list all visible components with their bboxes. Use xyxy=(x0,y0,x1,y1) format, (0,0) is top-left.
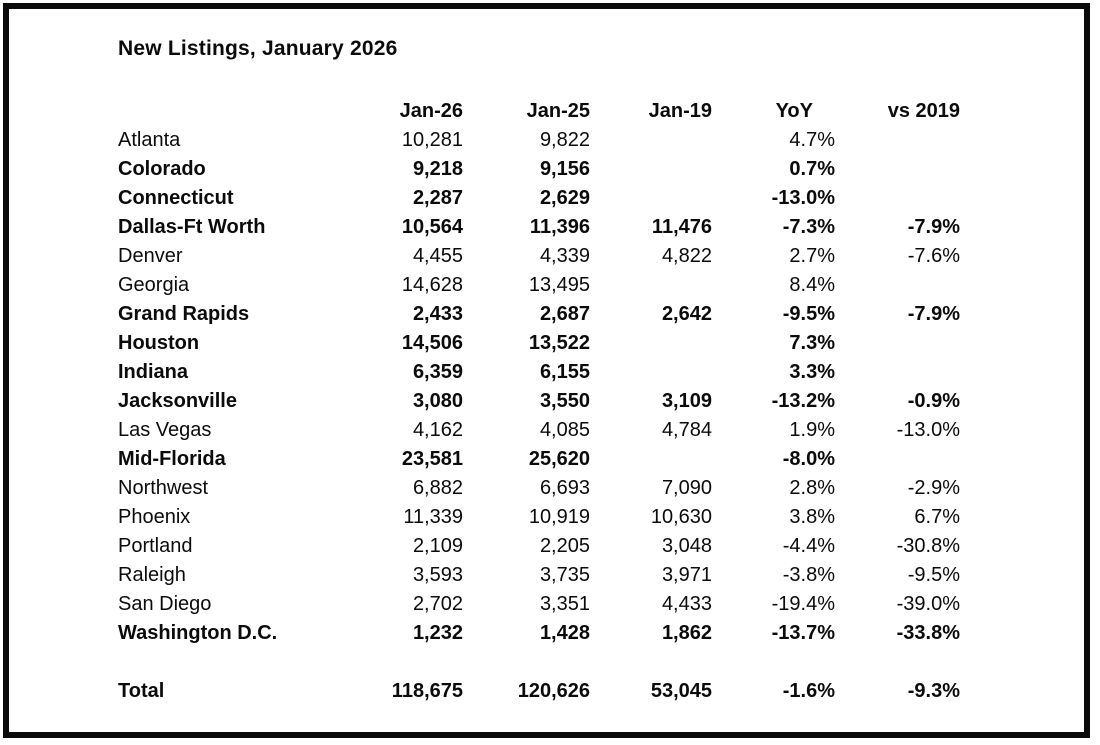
yoy-value: -13.7% xyxy=(771,622,835,644)
vs2019-value xyxy=(835,126,960,155)
table-row-indiana xyxy=(118,358,960,387)
vs2019-value: -7.9% xyxy=(907,216,960,238)
col-vs2019: vs 2019 xyxy=(887,100,960,122)
table-row-dallas-ft-worth xyxy=(118,213,960,242)
vs2019-value: -7.9% xyxy=(907,303,960,325)
jan19-value: 7,090 xyxy=(661,477,712,499)
vs2019-value xyxy=(835,155,960,184)
jan25-value: 2,629 xyxy=(539,187,590,209)
jan25-value: 11,396 xyxy=(529,216,590,238)
jan19-value: 3,971 xyxy=(661,564,712,586)
jan25-value: 13,495 xyxy=(528,274,590,296)
jan19-value xyxy=(590,271,712,300)
yoy-value: -13.0% xyxy=(771,187,835,209)
jan25-value: 6,693 xyxy=(539,477,590,499)
jan19-value: 3,109 xyxy=(661,390,712,412)
yoy-value: -9.5% xyxy=(782,303,835,325)
jan19-value: 4,822 xyxy=(661,245,712,267)
jan26-value: 14,506 xyxy=(401,332,463,354)
jan25-value: 4,085 xyxy=(539,419,590,441)
jan25-value: 2,205 xyxy=(539,535,590,557)
col-jan19: Jan-19 xyxy=(648,100,712,122)
page-title: New Listings, January 2026 xyxy=(118,37,398,60)
table-row-houston xyxy=(118,329,960,358)
table-row-colorado xyxy=(118,155,960,184)
jan26-value: 6,359 xyxy=(412,361,463,383)
vs2019-value xyxy=(835,329,960,358)
region-label: San Diego xyxy=(118,593,212,615)
yoy-value: -7.3% xyxy=(782,216,835,238)
vs2019-value: -0.9% xyxy=(907,390,960,412)
jan19-value: 1,862 xyxy=(661,622,712,644)
yoy-value: -4.4% xyxy=(782,535,835,557)
vs2019-value xyxy=(835,445,960,474)
col-yoy: YoY xyxy=(775,100,813,122)
vs2019-value: -2.9% xyxy=(907,477,960,499)
content-area xyxy=(9,9,1084,706)
vs2019-value: -30.8% xyxy=(896,535,960,557)
yoy-value: 7.3% xyxy=(789,332,835,354)
region-label: Connecticut xyxy=(118,187,234,209)
jan19-value: 3,048 xyxy=(661,535,712,557)
jan26-value: 3,593 xyxy=(412,564,463,586)
yoy-value: 0.7% xyxy=(789,158,835,180)
jan25-value: 3,550 xyxy=(539,390,590,412)
yoy-value: 2.7% xyxy=(789,245,835,267)
table-row-san-diego xyxy=(118,590,960,619)
region-label: Atlanta xyxy=(118,129,181,151)
jan26-value: 2,109 xyxy=(412,535,463,557)
region-label: Colorado xyxy=(118,158,206,180)
vs2019-value xyxy=(835,184,960,213)
jan19-value xyxy=(590,358,712,387)
table-row-grand-rapids xyxy=(118,300,960,329)
table-row-connecticut xyxy=(118,184,960,213)
jan26-value: 23,581 xyxy=(401,448,463,470)
region-label: Washington D.C. xyxy=(118,622,278,644)
yoy-value: 8.4% xyxy=(789,274,835,296)
jan19-value xyxy=(590,126,712,155)
vs2019-value xyxy=(835,271,960,300)
region-label: Raleigh xyxy=(118,564,186,586)
jan26-value: 2,433 xyxy=(412,303,463,325)
region-label: Dallas-Ft Worth xyxy=(118,216,266,238)
jan25-value: 13,522 xyxy=(528,332,590,354)
region-label: Georgia xyxy=(118,274,190,296)
total-jan25-value: 120,626 xyxy=(517,680,590,702)
table-row-jacksonville xyxy=(118,387,960,416)
vs2019-value: 6.7% xyxy=(914,506,960,528)
table-row-raleigh xyxy=(118,561,960,590)
vs2019-value xyxy=(835,358,960,387)
table-row-mid-florida xyxy=(118,445,960,474)
jan19-value: 10,630 xyxy=(650,506,712,528)
jan26-value: 10,281 xyxy=(401,129,463,151)
table-row-northwest xyxy=(118,474,960,503)
region-label: Las Vegas xyxy=(118,419,212,441)
vs2019-value: -39.0% xyxy=(896,593,960,615)
table-row-total xyxy=(118,677,960,706)
jan25-value: 4,339 xyxy=(539,245,590,267)
jan19-value: 4,433 xyxy=(661,593,712,615)
yoy-value: 3.3% xyxy=(789,361,835,383)
yoy-value: 1.9% xyxy=(789,419,835,441)
table-border-frame xyxy=(3,3,1090,738)
jan19-value xyxy=(590,329,712,358)
vs2019-value: -7.6% xyxy=(907,245,960,267)
jan25-value: 3,735 xyxy=(539,564,590,586)
table-row-atlanta xyxy=(118,126,960,155)
jan26-value: 6,882 xyxy=(412,477,463,499)
table-row-portland xyxy=(118,532,960,561)
yoy-value: 4.7% xyxy=(789,129,835,151)
region-label: Phoenix xyxy=(118,506,191,528)
yoy-value: 2.8% xyxy=(789,477,835,499)
jan26-value: 1,232 xyxy=(412,622,463,644)
total-vs2019-value: -9.3% xyxy=(907,680,960,702)
region-label: Mid-Florida xyxy=(118,448,226,470)
jan26-value: 10,564 xyxy=(401,216,463,238)
jan25-value: 6,155 xyxy=(539,361,590,383)
jan25-value: 9,822 xyxy=(539,129,590,151)
table-row-las-vegas xyxy=(118,416,960,445)
table-row-denver xyxy=(118,242,960,271)
jan26-value: 14,628 xyxy=(401,274,463,296)
region-label: Grand Rapids xyxy=(118,303,250,325)
jan19-value: 4,784 xyxy=(661,419,712,441)
col-jan26: Jan-26 xyxy=(399,100,463,122)
vs2019-value: -33.8% xyxy=(896,622,960,644)
jan26-value: 4,455 xyxy=(412,245,463,267)
jan26-value: 2,702 xyxy=(412,593,463,615)
region-label: Portland xyxy=(118,535,193,557)
region-label: Northwest xyxy=(118,477,209,499)
jan26-value: 4,162 xyxy=(412,419,463,441)
spacer-row xyxy=(118,648,960,677)
spacer-cell xyxy=(118,648,960,677)
total-jan19-value: 53,045 xyxy=(650,680,712,702)
jan19-value: 11,476 xyxy=(651,216,712,238)
table-row-georgia xyxy=(118,271,960,300)
region-label: Houston xyxy=(118,332,200,354)
jan26-value: 11,339 xyxy=(403,506,463,528)
yoy-value: -13.2% xyxy=(771,390,835,412)
jan25-value: 10,919 xyxy=(528,506,590,528)
yoy-value: -19.4% xyxy=(771,593,835,615)
jan26-value: 3,080 xyxy=(412,390,463,412)
vs2019-value: -13.0% xyxy=(896,419,960,441)
col-region xyxy=(118,97,348,126)
yoy-value: -3.8% xyxy=(782,564,835,586)
jan25-value: 3,351 xyxy=(539,593,590,615)
region-label: Indiana xyxy=(118,361,189,383)
jan19-value: 2,642 xyxy=(661,303,712,325)
col-jan25: Jan-25 xyxy=(526,100,590,122)
jan25-value: 1,428 xyxy=(539,622,590,644)
jan19-value xyxy=(590,184,712,213)
jan25-value: 25,620 xyxy=(528,448,590,470)
region-label: Jacksonville xyxy=(118,390,237,412)
jan25-value: 9,156 xyxy=(539,158,590,180)
vs2019-value: -9.5% xyxy=(907,564,960,586)
table-row-washington-dc xyxy=(118,619,960,648)
yoy-value: -8.0% xyxy=(782,448,835,470)
jan25-value: 2,687 xyxy=(539,303,590,325)
jan26-value: 2,287 xyxy=(412,187,463,209)
jan26-value: 9,218 xyxy=(412,158,463,180)
total-label: Total xyxy=(118,680,165,702)
table-row-phoenix xyxy=(118,503,960,532)
header-row xyxy=(118,97,960,126)
jan19-value xyxy=(590,155,712,184)
jan19-value xyxy=(590,445,712,474)
new-listings-table xyxy=(118,97,960,706)
total-jan26-value: 118,675 xyxy=(391,680,463,702)
region-label: Denver xyxy=(118,245,183,267)
total-yoy-value: -1.6% xyxy=(782,680,835,702)
yoy-value: 3.8% xyxy=(789,506,835,528)
